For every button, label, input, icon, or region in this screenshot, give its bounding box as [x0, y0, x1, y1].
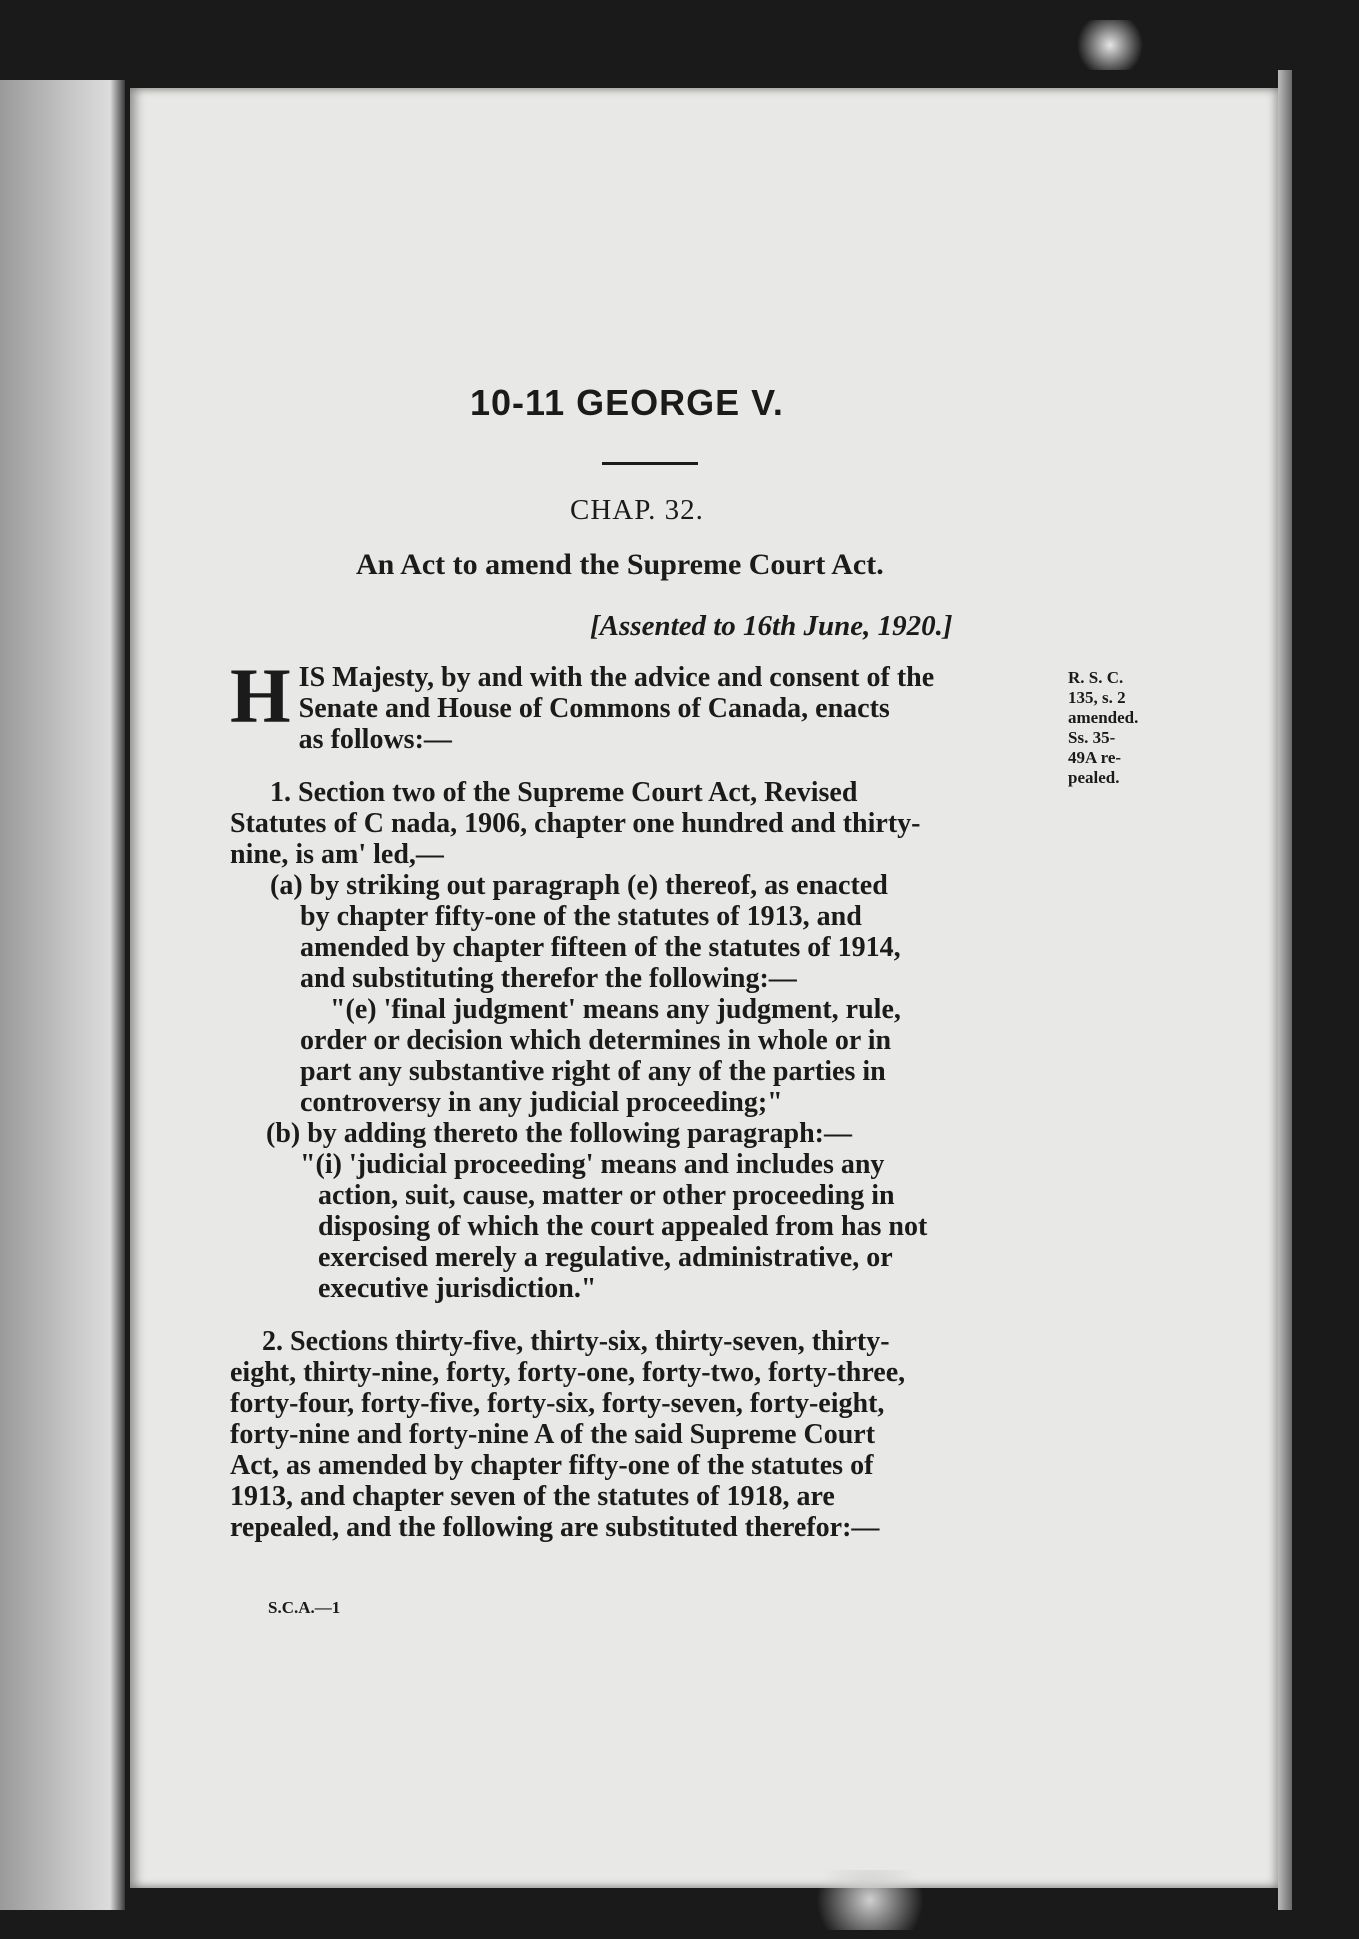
- text-line: part any substantive right of any of the parties in: [300, 1056, 886, 1087]
- signature-mark: S.C.A.—1: [268, 1598, 341, 1617]
- text-line: by chapter fifty-one of the statutes of 1913, and: [300, 901, 862, 932]
- text-line: eight, thirty-nine, forty, forty-one, forty-two, forty-three,: [230, 1357, 906, 1388]
- text-line: order or decision which determines in whole or in: [300, 1025, 892, 1056]
- text-line: Act, as amended by chapter fifty-one of the statutes of: [230, 1450, 874, 1481]
- text-line: 1913, and chapter seven of the statutes of 1918, are: [230, 1481, 835, 1512]
- margin-note-line: Ss. 35-: [1068, 728, 1116, 747]
- preamble: [230, 652, 1060, 755]
- text-line: "(i) 'judicial proceeding' means and includes any: [300, 1149, 885, 1180]
- heading-rule: [602, 462, 698, 465]
- margin-note-line: pealed.: [1068, 768, 1120, 787]
- text-line: exercised merely a regulative, administrative, or: [318, 1242, 893, 1273]
- text-line: amended by chapter fifteen of the statutes of 1914,: [300, 932, 901, 963]
- margin-note-line: 135, s. 2: [1068, 688, 1126, 707]
- margin-note-line: amended.: [1068, 708, 1139, 727]
- act-title: An Act to amend the Supreme Court Act.: [356, 548, 884, 581]
- reign-heading: 10-11 GEORGE V.: [470, 382, 784, 423]
- text-line: IS Majesty, by and with the advice and consent of the: [298, 662, 935, 693]
- text-line: and substituting therefor the following:—: [300, 963, 797, 994]
- page-right-edge: [1278, 70, 1292, 1910]
- text-line: forty-four, forty-five, forty-six, forty-seven, forty-eight,: [230, 1388, 885, 1419]
- text-line: as follows:—: [298, 724, 452, 755]
- assent-date: [Assented to 16th June, 1920.]: [590, 610, 953, 642]
- text-line: forty-nine and forty-nine A of the said Supreme Court: [230, 1419, 876, 1450]
- text-line: (b) by adding thereto the following paragraph:—: [266, 1118, 852, 1149]
- text-line: Senate and House of Commons of Canada, enacts: [298, 693, 890, 724]
- text-line: nine, is am' led,—: [230, 839, 444, 870]
- section-1: [230, 777, 1060, 1304]
- text-line: executive jurisdiction.": [318, 1273, 597, 1304]
- act-body: [230, 652, 1060, 1543]
- text-line: 2. Sections thirty-five, thirty-six, thirty-seven, thirty-: [262, 1326, 890, 1357]
- text-line: 1. Section two of the Supreme Court Act, Revised: [270, 777, 858, 808]
- text-line: action, suit, cause, matter or other proceeding in: [318, 1180, 895, 1211]
- text-line: "(e) 'final judgment' means any judgment, rule,: [330, 994, 901, 1025]
- text-line: repealed, and the following are substituted therefor:—: [230, 1512, 880, 1543]
- chapter-number: CHAP. 32.: [570, 494, 704, 526]
- margin-note-line: R. S. C.: [1068, 668, 1124, 687]
- scan-smudge: [800, 1870, 940, 1930]
- left-page-edge: [0, 80, 125, 1910]
- section-2: [230, 1326, 1060, 1543]
- text-line: disposing of which the court appealed from has not: [318, 1211, 928, 1242]
- drop-cap: H: [230, 652, 291, 739]
- margin-note-line: 49A re-: [1068, 748, 1122, 767]
- text-line: controversy in any judicial proceeding;": [300, 1087, 783, 1118]
- text-line: Statutes of C nada, 1906, chapter one hundred and thirty-: [230, 808, 921, 839]
- text-line: (a) by striking out paragraph (e) thereof, as enacted: [270, 870, 888, 901]
- scan-smudge: [1070, 20, 1150, 70]
- margin-note: [1068, 668, 1188, 788]
